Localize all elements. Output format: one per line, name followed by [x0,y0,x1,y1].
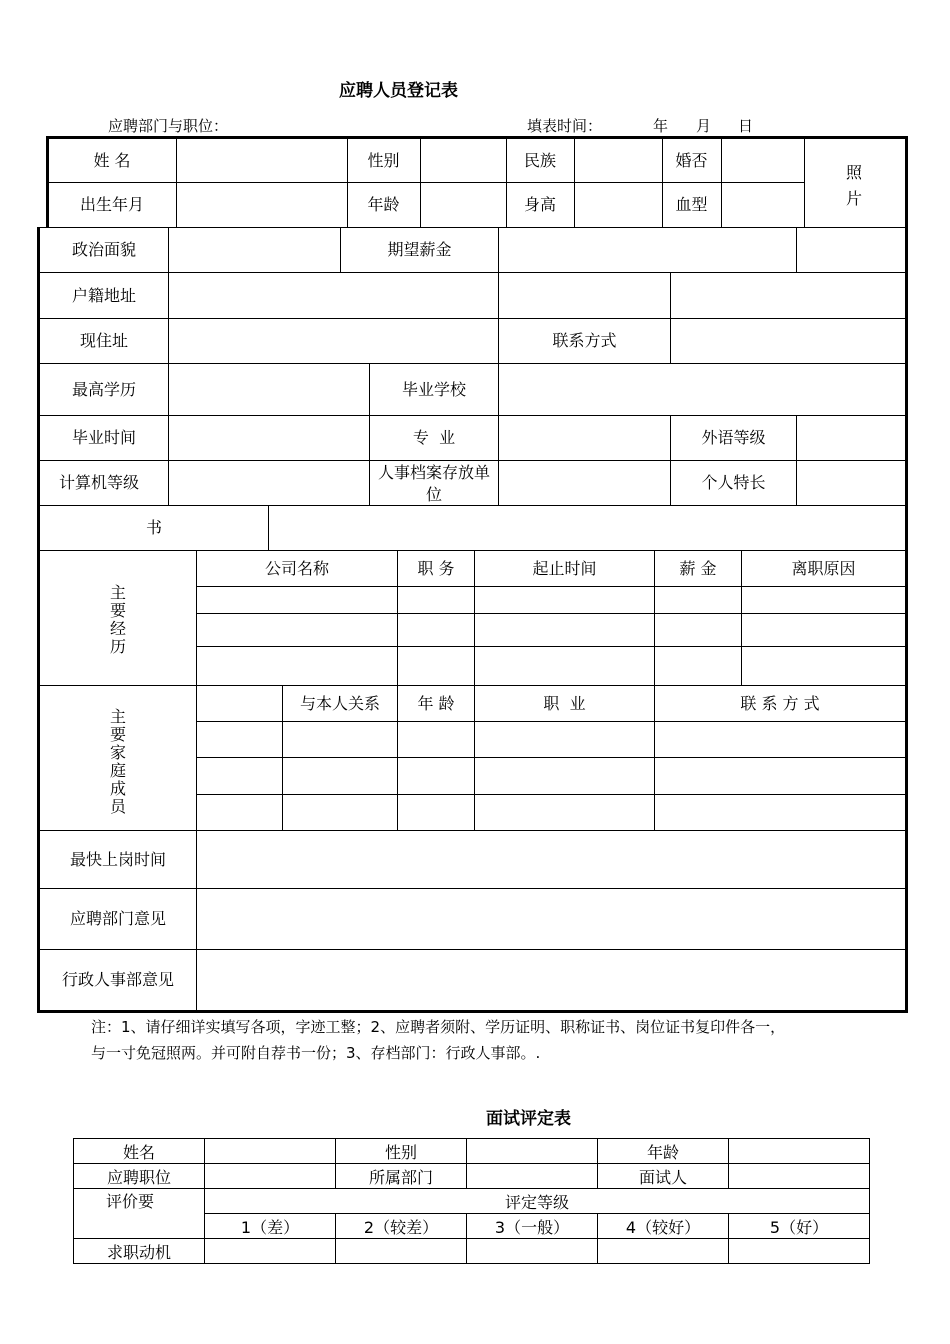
foreign-lang-field[interactable] [797,416,905,460]
form-title: 应聘人员登记表 [339,81,458,101]
eval-motive-score-1[interactable] [205,1239,336,1264]
evaluation-table [73,1138,870,1264]
note-line-1: 注：1、请仔细详实填写各项，字迹工整；2、应聘者须附、学历证明、职称证书、岗位证书复印件各一， [91,1018,786,1036]
eval-gender-field[interactable] [467,1139,598,1164]
experience-section-label: 主要经历 [109,583,126,656]
exp-header-reason: 离职原因 [791,558,856,578]
eval-key-points-label: 评价要 [74,1189,205,1239]
eval-score-5: 5（好） [729,1214,870,1239]
political-label: 政治面貌 [71,240,136,259]
month-label: 月 [696,117,712,135]
eval-name-label: 姓名 [74,1139,205,1164]
year-label: 年 [653,117,669,135]
gender-label: 性别 [367,150,400,170]
eval-score-1: 1（差） [205,1214,336,1239]
age-label: 年龄 [367,195,400,214]
eval-score-4: 4（较好） [598,1214,729,1239]
dept-opinion-field[interactable] [197,889,905,949]
exp-header-position: 职 务 [417,558,455,578]
political-field[interactable] [169,228,340,272]
eval-motive-score-2[interactable] [336,1239,467,1264]
archive-field[interactable] [499,461,670,505]
eval-motive-score-5[interactable] [729,1239,870,1264]
eval-age-field[interactable] [729,1139,870,1164]
height-field[interactable] [575,183,662,227]
eval-motive-score-3[interactable] [467,1239,598,1264]
family-header-contact: 联 系 方 式 [740,693,820,713]
eval-name-field[interactable] [205,1139,336,1164]
major-label: 专 业 [412,428,456,447]
eval-position-field[interactable] [205,1164,336,1189]
computer-label: 计算机等级 [58,473,139,492]
marital-field[interactable] [722,139,804,182]
birth-label: 出生年月 [79,195,144,214]
eval-department-field[interactable] [467,1164,598,1189]
eval-gender-label: 性别 [336,1139,467,1164]
archive-label: 人事档案存放单位 [377,463,490,504]
specialty-field[interactable] [797,461,905,505]
gender-field[interactable] [421,139,506,182]
address-field[interactable] [169,319,498,363]
ethnicity-field[interactable] [575,139,662,182]
eval-score-3: 3（一般） [467,1214,598,1239]
fill-time-label: 填表时间： [527,117,603,135]
birth-field[interactable] [177,183,347,227]
education-label: 最高学历 [71,379,136,399]
earliest-start-label: 最快上岗时间 [69,849,166,869]
age-field[interactable] [421,183,506,227]
foreign-lang-label: 外语等级 [701,428,766,447]
eval-motive-label: 求职动机 [74,1239,205,1264]
contact-field[interactable] [671,319,905,363]
school-field[interactable] [499,364,905,415]
school-label: 毕业学校 [401,379,466,399]
eval-position-label: 应聘职位 [74,1164,205,1189]
hr-opinion-field[interactable] [197,950,905,1010]
hr-opinion-label: 行政人事部意见 [61,970,174,989]
eval-interviewer-field[interactable] [729,1164,870,1189]
contact-label: 联系方式 [552,331,617,350]
exp-header-period: 起止时间 [532,558,597,578]
grad-time-field[interactable] [169,416,369,460]
name-label: 姓 名 [93,150,131,170]
day-label: 日 [738,117,754,135]
address-label: 现住址 [79,331,128,350]
blood-label: 血型 [675,195,708,214]
eval-interviewer-label: 面试人 [598,1164,729,1189]
dept-opinion-label: 应聘部门意见 [69,909,166,928]
exp-header-salary: 薪 金 [679,558,717,578]
eval-age-label: 年龄 [598,1139,729,1164]
book-label: 书 [145,518,162,537]
height-label: 身高 [523,195,556,214]
evaluation-title: 面试评定表 [486,1109,571,1129]
marital-label: 婚否 [675,150,708,170]
blood-field[interactable] [722,183,804,227]
eval-level-label: 评定等级 [205,1189,870,1214]
note-line-2: 与一寸免冠照两。并可附自荐书一份；3、存档部门：行政人事部。. [91,1044,541,1062]
dept-position-label: 应聘部门与职位： [108,117,229,135]
salary-expect-label: 期望薪金 [387,240,452,259]
name-field[interactable] [177,139,347,182]
earliest-start-field[interactable] [197,831,905,888]
specialty-label: 个人特长 [701,473,766,492]
exp-header-company: 公司名称 [264,558,329,578]
eval-motive-score-4[interactable] [598,1239,729,1264]
family-header-occupation: 职 业 [543,693,586,713]
family-header-relation: 与本人关系 [299,693,380,713]
salary-expect-field[interactable] [499,228,796,272]
education-field[interactable] [169,364,369,415]
photo-placeholder: 照片 [845,163,862,208]
grad-time-label: 毕业时间 [71,428,136,447]
hukou-field[interactable] [169,273,498,318]
computer-field[interactable] [169,461,369,505]
major-field[interactable] [499,416,670,460]
family-section-label: 主要家庭成员 [109,707,126,816]
hukou-label: 户籍地址 [71,285,136,305]
ethnicity-label: 民族 [523,150,556,170]
eval-department-label: 所属部门 [336,1164,467,1189]
book-field[interactable] [269,506,905,550]
family-header-age: 年 龄 [417,693,455,713]
eval-score-2: 2（较差） [336,1214,467,1239]
